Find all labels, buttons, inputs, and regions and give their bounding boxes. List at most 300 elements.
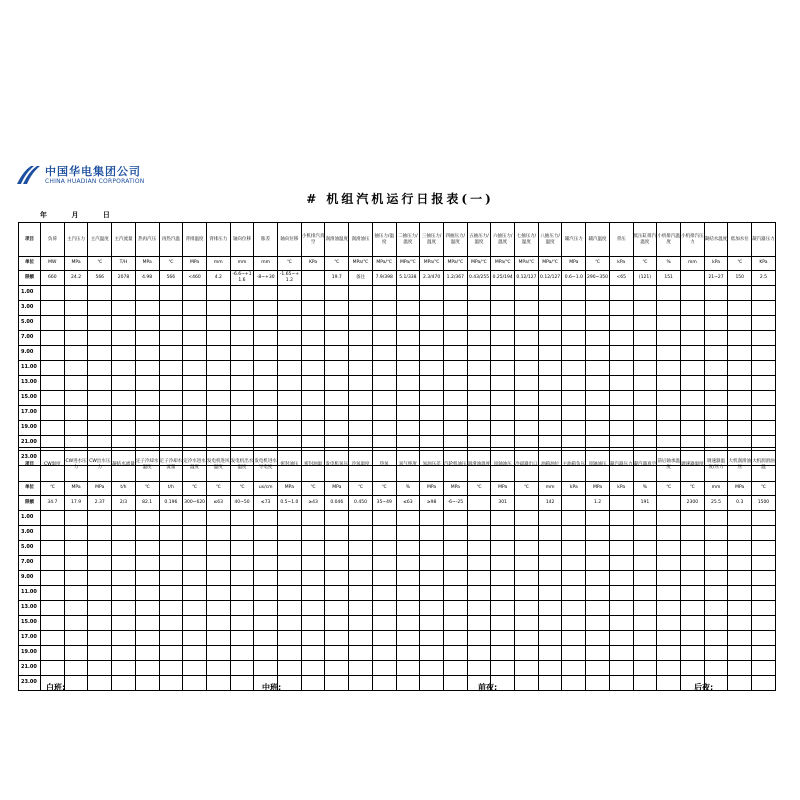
- data-entry-cell[interactable]: [704, 630, 728, 645]
- data-entry-cell[interactable]: [586, 360, 610, 375]
- data-entry-cell[interactable]: [112, 300, 136, 315]
- data-entry-cell[interactable]: [206, 285, 230, 300]
- data-entry-cell[interactable]: [278, 375, 302, 390]
- data-entry-cell[interactable]: [183, 645, 207, 660]
- data-entry-cell[interactable]: [704, 345, 728, 360]
- data-entry-cell[interactable]: [135, 570, 159, 585]
- data-entry-cell[interactable]: [491, 300, 515, 315]
- data-entry-cell[interactable]: [491, 645, 515, 660]
- limit-row-cell[interactable]: [467, 495, 491, 510]
- data-entry-cell[interactable]: [657, 345, 681, 360]
- data-entry-cell[interactable]: [254, 375, 278, 390]
- data-entry-cell[interactable]: [752, 630, 776, 645]
- data-entry-cell[interactable]: [372, 300, 396, 315]
- data-entry-cell[interactable]: [396, 330, 420, 345]
- data-entry-cell[interactable]: [278, 600, 302, 615]
- data-entry-cell[interactable]: [254, 390, 278, 405]
- data-entry-cell[interactable]: [41, 300, 65, 315]
- data-entry-cell[interactable]: [88, 630, 112, 645]
- data-entry-cell[interactable]: [64, 570, 88, 585]
- data-entry-cell[interactable]: [64, 630, 88, 645]
- data-entry-cell[interactable]: [491, 285, 515, 300]
- unit-row-cell[interactable]: MPa/℃: [491, 257, 515, 271]
- header-row-cell[interactable]: 调速器温度/压力: [704, 448, 728, 482]
- data-entry-cell[interactable]: [752, 645, 776, 660]
- data-entry-cell[interactable]: [680, 420, 704, 435]
- data-entry-cell[interactable]: [657, 585, 681, 600]
- data-entry-cell[interactable]: [112, 660, 136, 675]
- data-entry-cell[interactable]: [538, 285, 562, 300]
- header-row-cell[interactable]: 润滑油温度: [325, 223, 349, 257]
- unit-row-cell[interactable]: mm: [680, 257, 704, 271]
- header-row-cell[interactable]: CW温度: [41, 448, 65, 482]
- data-entry-cell[interactable]: [325, 675, 349, 690]
- limit-row-cell[interactable]: 24.2: [64, 270, 88, 285]
- header-row-cell[interactable]: 七抽压力/温度: [515, 223, 539, 257]
- data-entry-cell[interactable]: [135, 315, 159, 330]
- data-entry-cell[interactable]: [349, 510, 373, 525]
- data-entry-cell[interactable]: [325, 300, 349, 315]
- limit-row-cell[interactable]: 35~49: [372, 495, 396, 510]
- data-entry-cell[interactable]: [64, 330, 88, 345]
- unit-row-cell[interactable]: MPa: [278, 482, 302, 496]
- data-entry-cell[interactable]: [41, 405, 65, 420]
- data-entry-cell[interactable]: [206, 300, 230, 315]
- header-row-cell[interactable]: 密封油温: [301, 448, 325, 482]
- data-entry-cell[interactable]: [301, 315, 325, 330]
- data-entry-cell[interactable]: [586, 330, 610, 345]
- data-entry-cell[interactable]: [301, 675, 325, 690]
- data-entry-cell[interactable]: [538, 645, 562, 660]
- unit-row-cell[interactable]: MPa: [420, 482, 444, 496]
- data-entry-cell[interactable]: [704, 540, 728, 555]
- data-entry-cell[interactable]: [278, 570, 302, 585]
- data-entry-cell[interactable]: [515, 615, 539, 630]
- data-entry-cell[interactable]: [88, 675, 112, 690]
- data-entry-cell[interactable]: [230, 300, 254, 315]
- data-entry-cell[interactable]: [728, 600, 752, 615]
- data-entry-cell[interactable]: [467, 570, 491, 585]
- data-entry-cell[interactable]: [159, 510, 183, 525]
- data-entry-cell[interactable]: [206, 585, 230, 600]
- data-entry-cell[interactable]: [88, 375, 112, 390]
- data-entry-cell[interactable]: [135, 630, 159, 645]
- limit-row-cell[interactable]: [562, 495, 586, 510]
- limit-row-cell[interactable]: [515, 495, 539, 510]
- data-entry-cell[interactable]: [206, 375, 230, 390]
- data-entry-cell[interactable]: [704, 285, 728, 300]
- data-entry-cell[interactable]: [515, 555, 539, 570]
- header-row-cell[interactable]: 调速器温度: [680, 448, 704, 482]
- data-entry-cell[interactable]: [704, 360, 728, 375]
- data-entry-cell[interactable]: [64, 315, 88, 330]
- data-entry-cell[interactable]: [372, 585, 396, 600]
- data-entry-cell[interactable]: [633, 375, 657, 390]
- data-entry-cell[interactable]: [538, 600, 562, 615]
- data-entry-cell[interactable]: [325, 315, 349, 330]
- unit-row-cell[interactable]: ℃: [230, 482, 254, 496]
- data-entry-cell[interactable]: [491, 630, 515, 645]
- data-entry-cell[interactable]: [515, 525, 539, 540]
- data-entry-cell[interactable]: [159, 585, 183, 600]
- data-entry-cell[interactable]: [278, 525, 302, 540]
- data-entry-cell[interactable]: [206, 570, 230, 585]
- data-entry-cell[interactable]: [64, 615, 88, 630]
- data-entry-cell[interactable]: [491, 660, 515, 675]
- data-entry-cell[interactable]: [230, 660, 254, 675]
- data-entry-cell[interactable]: [254, 405, 278, 420]
- data-entry-cell[interactable]: [657, 675, 681, 690]
- data-entry-cell[interactable]: [325, 555, 349, 570]
- unit-row-cell[interactable]: MW: [41, 257, 65, 271]
- limit-row-cell[interactable]: 17.9: [64, 495, 88, 510]
- data-entry-cell[interactable]: [112, 510, 136, 525]
- unit-row-cell[interactable]: ℃: [301, 482, 325, 496]
- data-entry-cell[interactable]: [467, 375, 491, 390]
- data-entry-cell[interactable]: [135, 540, 159, 555]
- data-entry-cell[interactable]: [349, 555, 373, 570]
- data-entry-cell[interactable]: [159, 600, 183, 615]
- header-row-cell[interactable]: 轴向位移: [230, 223, 254, 257]
- data-entry-cell[interactable]: [88, 585, 112, 600]
- limit-row-cell[interactable]: 7.9/398: [372, 270, 396, 285]
- data-entry-cell[interactable]: [349, 585, 373, 600]
- limit-row-cell[interactable]: 34.7: [41, 495, 65, 510]
- data-entry-cell[interactable]: [728, 660, 752, 675]
- data-entry-cell[interactable]: [491, 510, 515, 525]
- data-entry-cell[interactable]: [538, 345, 562, 360]
- data-entry-cell[interactable]: [704, 390, 728, 405]
- data-entry-cell[interactable]: [609, 285, 633, 300]
- data-entry-cell[interactable]: [680, 510, 704, 525]
- data-entry-cell[interactable]: [704, 615, 728, 630]
- data-entry-cell[interactable]: [206, 510, 230, 525]
- data-entry-cell[interactable]: [112, 615, 136, 630]
- data-entry-cell[interactable]: [420, 390, 444, 405]
- data-entry-cell[interactable]: [325, 285, 349, 300]
- data-entry-cell[interactable]: [562, 570, 586, 585]
- data-entry-cell[interactable]: [88, 615, 112, 630]
- data-entry-cell[interactable]: [420, 405, 444, 420]
- data-entry-cell[interactable]: [609, 600, 633, 615]
- data-entry-cell[interactable]: [562, 660, 586, 675]
- data-entry-cell[interactable]: [515, 300, 539, 315]
- data-entry-cell[interactable]: [372, 285, 396, 300]
- data-entry-cell[interactable]: [515, 375, 539, 390]
- unit-row-cell[interactable]: mm: [254, 257, 278, 271]
- data-entry-cell[interactable]: [159, 300, 183, 315]
- data-entry-cell[interactable]: [680, 660, 704, 675]
- header-row-cell[interactable]: 凝汽器真空: [633, 448, 657, 482]
- data-entry-cell[interactable]: [752, 555, 776, 570]
- data-entry-cell[interactable]: [586, 420, 610, 435]
- data-entry-cell[interactable]: [88, 525, 112, 540]
- header-row-cell[interactable]: 二抽压力/温度: [396, 223, 420, 257]
- data-entry-cell[interactable]: [64, 600, 88, 615]
- unit-row-cell[interactable]: ℃: [183, 482, 207, 496]
- data-entry-cell[interactable]: [278, 345, 302, 360]
- data-entry-cell[interactable]: [64, 300, 88, 315]
- data-entry-cell[interactable]: [135, 375, 159, 390]
- data-entry-cell[interactable]: [420, 660, 444, 675]
- data-entry-cell[interactable]: [88, 405, 112, 420]
- data-entry-cell[interactable]: [491, 330, 515, 345]
- data-entry-cell[interactable]: [88, 540, 112, 555]
- data-entry-cell[interactable]: [325, 600, 349, 615]
- data-entry-cell[interactable]: [396, 645, 420, 660]
- header-row-cell[interactable]: 定冷水进水温度: [183, 448, 207, 482]
- data-entry-cell[interactable]: [372, 555, 396, 570]
- data-entry-cell[interactable]: [443, 405, 467, 420]
- data-entry-cell[interactable]: [420, 420, 444, 435]
- header-row-cell[interactable]: 辅汽压力: [562, 223, 586, 257]
- header-row-cell[interactable]: 背排温度: [183, 223, 207, 257]
- unit-row-cell[interactable]: ℃: [515, 482, 539, 496]
- header-row-cell[interactable]: 冷氢温度: [349, 448, 373, 482]
- header-row-cell[interactable]: 辅汽温度: [586, 223, 610, 257]
- data-entry-cell[interactable]: [467, 330, 491, 345]
- data-entry-cell[interactable]: [538, 510, 562, 525]
- data-entry-cell[interactable]: [135, 600, 159, 615]
- data-entry-cell[interactable]: [135, 390, 159, 405]
- data-entry-cell[interactable]: [372, 420, 396, 435]
- header-row-cell[interactable]: 负荷: [41, 223, 65, 257]
- header-row-cell[interactable]: 油箱油位: [538, 448, 562, 482]
- data-entry-cell[interactable]: [443, 390, 467, 405]
- unit-row-cell[interactable]: MPa/℃: [396, 257, 420, 271]
- data-entry-cell[interactable]: [562, 540, 586, 555]
- data-entry-cell[interactable]: [728, 420, 752, 435]
- data-entry-cell[interactable]: [254, 585, 278, 600]
- data-entry-cell[interactable]: [64, 510, 88, 525]
- data-entry-cell[interactable]: [515, 405, 539, 420]
- data-entry-cell[interactable]: [420, 585, 444, 600]
- data-entry-cell[interactable]: [609, 540, 633, 555]
- data-entry-cell[interactable]: [112, 285, 136, 300]
- data-entry-cell[interactable]: [325, 570, 349, 585]
- data-entry-cell[interactable]: [538, 540, 562, 555]
- data-entry-cell[interactable]: [206, 615, 230, 630]
- data-entry-cell[interactable]: [372, 510, 396, 525]
- data-entry-cell[interactable]: [515, 660, 539, 675]
- header-row-cell[interactable]: 氢气纯度: [396, 448, 420, 482]
- data-entry-cell[interactable]: [609, 315, 633, 330]
- data-entry-cell[interactable]: [633, 420, 657, 435]
- data-entry-cell[interactable]: [64, 420, 88, 435]
- data-entry-cell[interactable]: [349, 375, 373, 390]
- data-entry-cell[interactable]: [680, 525, 704, 540]
- data-entry-cell[interactable]: [349, 540, 373, 555]
- limit-row-cell[interactable]: 290~350: [586, 270, 610, 285]
- data-entry-cell[interactable]: [278, 405, 302, 420]
- data-entry-cell[interactable]: [538, 330, 562, 345]
- data-entry-cell[interactable]: [135, 585, 159, 600]
- data-entry-cell[interactable]: [349, 315, 373, 330]
- limit-row-cell[interactable]: 2.37: [88, 495, 112, 510]
- data-entry-cell[interactable]: [372, 615, 396, 630]
- data-entry-cell[interactable]: [112, 390, 136, 405]
- data-entry-cell[interactable]: [183, 360, 207, 375]
- data-entry-cell[interactable]: [680, 300, 704, 315]
- header-row-cell[interactable]: 凝汽器压力: [609, 448, 633, 482]
- data-entry-cell[interactable]: [325, 510, 349, 525]
- data-entry-cell[interactable]: [728, 405, 752, 420]
- data-entry-cell[interactable]: [301, 570, 325, 585]
- data-entry-cell[interactable]: [467, 660, 491, 675]
- data-entry-cell[interactable]: [372, 360, 396, 375]
- data-entry-cell[interactable]: [586, 675, 610, 690]
- data-entry-cell[interactable]: [278, 315, 302, 330]
- limit-row-cell[interactable]: 0.6~1.0: [562, 270, 586, 285]
- unit-row-cell[interactable]: ℃: [88, 257, 112, 271]
- data-entry-cell[interactable]: [680, 345, 704, 360]
- data-entry-cell[interactable]: [41, 345, 65, 360]
- data-entry-cell[interactable]: [206, 645, 230, 660]
- data-entry-cell[interactable]: [633, 405, 657, 420]
- data-entry-cell[interactable]: [112, 315, 136, 330]
- header-row-cell[interactable]: 前后轴承温度: [657, 448, 681, 482]
- data-entry-cell[interactable]: [88, 600, 112, 615]
- data-entry-cell[interactable]: [538, 375, 562, 390]
- header-row-cell[interactable]: 小机排汽温度: [657, 223, 681, 257]
- data-entry-cell[interactable]: [680, 540, 704, 555]
- limit-row-cell[interactable]: 21~27: [704, 270, 728, 285]
- data-entry-cell[interactable]: [562, 420, 586, 435]
- limit-row-cell[interactable]: 0.12/127: [515, 270, 539, 285]
- data-entry-cell[interactable]: [657, 300, 681, 315]
- header-row-cell[interactable]: 发电机进水导电度: [254, 448, 278, 482]
- data-entry-cell[interactable]: [609, 660, 633, 675]
- data-entry-cell[interactable]: [633, 300, 657, 315]
- data-entry-cell[interactable]: [680, 315, 704, 330]
- data-entry-cell[interactable]: [586, 600, 610, 615]
- data-entry-cell[interactable]: [159, 675, 183, 690]
- data-entry-cell[interactable]: [562, 675, 586, 690]
- data-entry-cell[interactable]: [562, 405, 586, 420]
- data-entry-cell[interactable]: [349, 660, 373, 675]
- header-row-cell[interactable]: 定子冷却水流量: [159, 448, 183, 482]
- data-entry-cell[interactable]: [657, 375, 681, 390]
- data-entry-cell[interactable]: [88, 645, 112, 660]
- data-entry-cell[interactable]: [515, 585, 539, 600]
- data-entry-cell[interactable]: [562, 345, 586, 360]
- unit-row-cell[interactable]: ℃: [467, 482, 491, 496]
- data-entry-cell[interactable]: [680, 645, 704, 660]
- limit-row-cell[interactable]: -6~-25: [443, 495, 467, 510]
- data-entry-cell[interactable]: [752, 345, 776, 360]
- data-entry-cell[interactable]: [325, 390, 349, 405]
- data-entry-cell[interactable]: [420, 645, 444, 660]
- limit-row-cell[interactable]: 0.196: [159, 495, 183, 510]
- data-entry-cell[interactable]: [254, 630, 278, 645]
- data-entry-cell[interactable]: [301, 525, 325, 540]
- limit-row-cell[interactable]: ≥43: [301, 495, 325, 510]
- data-entry-cell[interactable]: [254, 510, 278, 525]
- data-entry-cell[interactable]: [752, 405, 776, 420]
- unit-row-cell[interactable]: %: [657, 257, 681, 271]
- data-entry-cell[interactable]: [64, 645, 88, 660]
- data-entry-cell[interactable]: [254, 330, 278, 345]
- data-entry-cell[interactable]: [633, 330, 657, 345]
- data-entry-cell[interactable]: [183, 510, 207, 525]
- unit-row-cell[interactable]: ℃: [372, 482, 396, 496]
- limit-row-cell[interactable]: -6.6~+11.6: [230, 270, 254, 285]
- data-entry-cell[interactable]: [633, 570, 657, 585]
- data-entry-cell[interactable]: [372, 525, 396, 540]
- data-entry-cell[interactable]: [278, 615, 302, 630]
- data-entry-cell[interactable]: [64, 405, 88, 420]
- limit-row-cell[interactable]: 0.046: [325, 495, 349, 510]
- unit-row-cell[interactable]: kPa: [609, 257, 633, 271]
- data-entry-cell[interactable]: [230, 375, 254, 390]
- data-entry-cell[interactable]: [301, 510, 325, 525]
- data-entry-cell[interactable]: [680, 570, 704, 585]
- data-entry-cell[interactable]: [112, 555, 136, 570]
- header-row-cell[interactable]: 润滑油温度: [467, 448, 491, 482]
- data-entry-cell[interactable]: [135, 420, 159, 435]
- header-row-cell[interactable]: CW出水压力: [88, 448, 112, 482]
- header-row-cell[interactable]: 润滑油压: [349, 223, 373, 257]
- data-entry-cell[interactable]: [396, 525, 420, 540]
- data-entry-cell[interactable]: [728, 615, 752, 630]
- data-entry-cell[interactable]: [515, 345, 539, 360]
- data-entry-cell[interactable]: [538, 525, 562, 540]
- data-entry-cell[interactable]: [609, 390, 633, 405]
- data-entry-cell[interactable]: [325, 630, 349, 645]
- data-entry-cell[interactable]: [515, 630, 539, 645]
- data-entry-cell[interactable]: [254, 300, 278, 315]
- data-entry-cell[interactable]: [112, 405, 136, 420]
- data-entry-cell[interactable]: [396, 390, 420, 405]
- data-entry-cell[interactable]: [159, 360, 183, 375]
- data-entry-cell[interactable]: [88, 570, 112, 585]
- limit-row-cell[interactable]: 2078: [112, 270, 136, 285]
- data-entry-cell[interactable]: [372, 660, 396, 675]
- data-entry-cell[interactable]: [183, 330, 207, 345]
- header-row-cell[interactable]: 三抽压力/温度: [420, 223, 444, 257]
- data-entry-cell[interactable]: [443, 570, 467, 585]
- data-entry-cell[interactable]: [728, 630, 752, 645]
- data-entry-cell[interactable]: [396, 570, 420, 585]
- data-entry-cell[interactable]: [88, 300, 112, 315]
- data-entry-cell[interactable]: [112, 540, 136, 555]
- data-entry-cell[interactable]: [752, 615, 776, 630]
- data-entry-cell[interactable]: [443, 630, 467, 645]
- data-entry-cell[interactable]: [159, 405, 183, 420]
- data-entry-cell[interactable]: [301, 345, 325, 360]
- header-row-cell[interactable]: 小机排汽压力: [680, 223, 704, 257]
- unit-row-cell[interactable]: T/H: [112, 257, 136, 271]
- unit-row-cell[interactable]: MPa/℃: [538, 257, 562, 271]
- data-entry-cell[interactable]: [230, 630, 254, 645]
- header-row-cell[interactable]: 四抽压力/温度: [443, 223, 467, 257]
- data-entry-cell[interactable]: [183, 540, 207, 555]
- data-entry-cell[interactable]: [586, 660, 610, 675]
- data-entry-cell[interactable]: [657, 645, 681, 660]
- limit-row-cell[interactable]: 142: [538, 495, 562, 510]
- data-entry-cell[interactable]: [467, 300, 491, 315]
- data-entry-cell[interactable]: [372, 675, 396, 690]
- data-entry-cell[interactable]: [633, 540, 657, 555]
- data-entry-cell[interactable]: [159, 645, 183, 660]
- data-entry-cell[interactable]: [88, 660, 112, 675]
- header-row-cell[interactable]: 主汽温度: [88, 223, 112, 257]
- data-entry-cell[interactable]: [325, 360, 349, 375]
- data-entry-cell[interactable]: [538, 390, 562, 405]
- unit-row-cell[interactable]: t/h: [112, 482, 136, 496]
- data-entry-cell[interactable]: [64, 390, 88, 405]
- data-entry-cell[interactable]: [562, 375, 586, 390]
